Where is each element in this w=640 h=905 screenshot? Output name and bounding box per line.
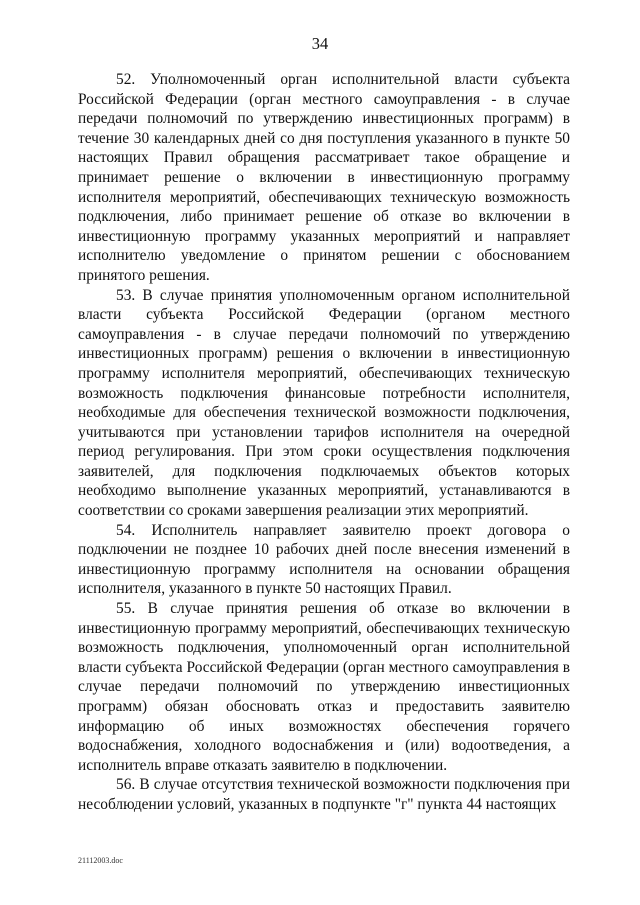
paragraph-52: 52. Уполномоченный орган исполнительной власти субъекта Российской Федерации (орган местного самоуправления - в случае передачи полномочий по утверждению инвестиционных программ) в течение 30 календарных дней со дня поступления указанного в пункте 50 настоящих Правил обращения рассматривает такое обращение и принимает решение о включении в инвестиционную программу исполнителя мероприятий, обеспечивающих техническую возможность подключения, либо принимает решение об отказе во включении в инвестиционную программу указанных мероприятий и направляет исполнителю уведомление о принятом решении с обоснованием принятого решения. (78, 71, 570, 284)
paragraph-54: 54. Исполнитель направляет заявителю проект договора о подключении не позднее 10 рабочих дней после внесения изменений в инвестиционную программу исполнителя на основании обращения исполнителя, указанного в пункте 50 настоящих Правил. (78, 521, 570, 598)
document-body (78, 70, 570, 815)
paragraph-55: 55. В случае принятия решения об отказе во включении в инвестиционную программу мероприятий, обеспечивающих техническую возможность подключения, уполномоченный орган исполнительной власти субъекта Российской Федерации (орган местного самоуправления в случае передачи полномочий по утверждению инвестиционных программ) обязан обосновать отказ и предоставить заявителю информацию об иных возможностях обеспечения горячего водоснабжения, холодного водоснабжения и (или) водоотведения, а исполнитель вправе отказать заявителю в подключении. (78, 600, 570, 774)
file-code-footer: 21112003.doc (78, 856, 123, 865)
paragraph-56: 56. В случае отсутствия технической возможности подключения при несоблюдении условий, указанных в подпункте "г" пункта 44 настоящих (78, 776, 570, 813)
paragraph-53: 53. В случае принятия уполномоченным органом исполнительной власти субъекта Российской Федерации (органом местного самоуправления - в случае передачи полномочий по утверждению инвестиционных программ) решения о включении в инвестиционную программу исполнителя мероприятий, обеспечивающих техническую возможность подключения финансовые потребности исполнителя, необходимые для обеспечения технической возможности подключения, учитываются при установлении тарифов исполнителя на очередной период регулирования. При этом сроки осуществления подключения заявителей, для подключения подключаемых объектов которых необходимо выполнение указанных мероприятий, устанавливаются в соответствии со сроками завершения реализации этих мероприятий. (78, 286, 570, 520)
page-number: 34 (311, 34, 329, 53)
